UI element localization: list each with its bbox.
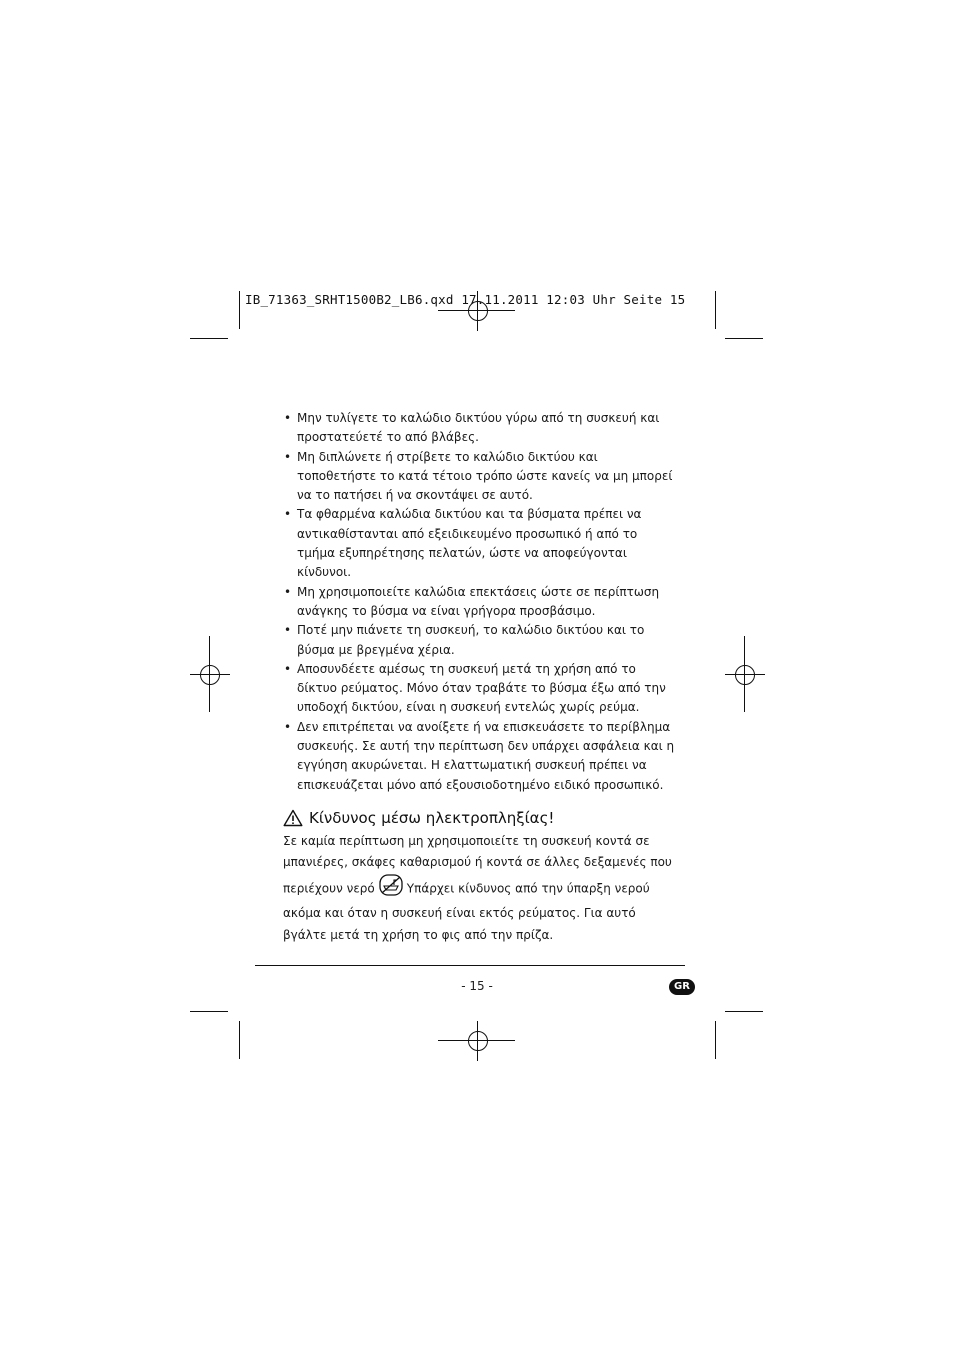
crop-mark: [239, 1021, 240, 1059]
list-item: • Μη χρησιμοποιείτε καλώδια επεκτάσεις ώστε σε περίπτωση ανάγκης το βύσμα να είναι γρήγορα προσβάσιμο.: [284, 584, 660, 618]
crop-mark: [715, 291, 716, 329]
warning-text: Σε καμία περίπτωση μη χρησιμοποιείτε τη συσκευή κοντά σε μπανιέρες, σκάφες καθαρισμού ή κοντά σε άλλες δεξαμενές που περιέχουν νερό Υπάρχει κίνδυνος από την ύπαρξη νερού ακόμα και όταν η συσκευή είναι εκτός ρεύματος. Για αυτό βγάλτε μετά τη χρήση το φις από την πρίζα.: [283, 833, 672, 942]
no-water-bath-icon: [379, 874, 403, 904]
list-item: • Μην τυλίγετε το καλώδιο δικτύου γύρω από τη συσκευή και προστατεύετέ το από βλάβες.: [284, 411, 660, 445]
warning-title: Κίνδυνος μέσω ηλεκτροπληξίας!: [309, 808, 555, 827]
crop-mark: [190, 338, 228, 339]
registration-mark-right: [725, 655, 765, 695]
registration-mark-bottom: [458, 1021, 498, 1061]
list-item: • Μη διπλώνετε ή στρίβετε το καλώδιο δικτύου και τοποθετήστε το κατά τέτοιο τρόπο ώστε κανείς να μη μπορεί να το πατήσει ή να σκοντάψει σε αυτό.: [284, 449, 673, 503]
warning-heading: [283, 807, 675, 829]
crop-mark: [190, 1011, 228, 1012]
page-content: [283, 409, 675, 946]
footer-divider: [255, 965, 685, 966]
crop-mark: [725, 1011, 763, 1012]
warning-triangle-icon: [283, 809, 303, 827]
crop-mark: [725, 338, 763, 339]
page-number: - 15 -: [461, 979, 493, 993]
safety-bullet-list: [283, 409, 675, 795]
list-item: • Αποσυνδέετε αμέσως τη συσκευή μετά τη χρήση από το δίκτυο ρεύματος. Μόνο όταν τραβάτε το βύσμα έξω από την υποδοχή δικτύου, είναι η συσκευή εντελώς χωρίς ρεύμα.: [284, 661, 666, 715]
list-item: • Τα φθαρμένα καλώδια δικτύου και τα βύσματα πρέπει να αντικαθίστανται από εξειδικευμένο προσωπικό ή από το τμήμα εξυπηρέτησης πελατών, ώστε να αποφεύγονται κίνδυνοι.: [284, 507, 642, 580]
crop-mark: [715, 1021, 716, 1059]
list-item: • Ποτέ μην πιάνετε τη συσκευή, το καλώδιο δικτύου και το βύσμα με βρεγμένα χέρια.: [284, 623, 645, 657]
crop-mark: [239, 291, 240, 329]
list-item: • Δεν επιτρέπεται να ανοίξετε ή να επισκευάσετε το περίβλημα συσκευής. Σε αυτή την περίπτωση δεν υπάρχει ασφάλεια και η εγγύηση ακυρώνεται. Η ελαττωματική συσκευή πρέπει να επισκευάζεται μόνο από εξουσιοδοτημένο ειδικό προσωπικό.: [284, 719, 675, 792]
language-badge: GR: [669, 979, 695, 995]
print-slug-line: IB_71363_SRHT1500B2_LB6.qxd 17.11.2011 12:03 Uhr Seite 15: [245, 292, 686, 307]
registration-mark-left: [190, 655, 230, 695]
